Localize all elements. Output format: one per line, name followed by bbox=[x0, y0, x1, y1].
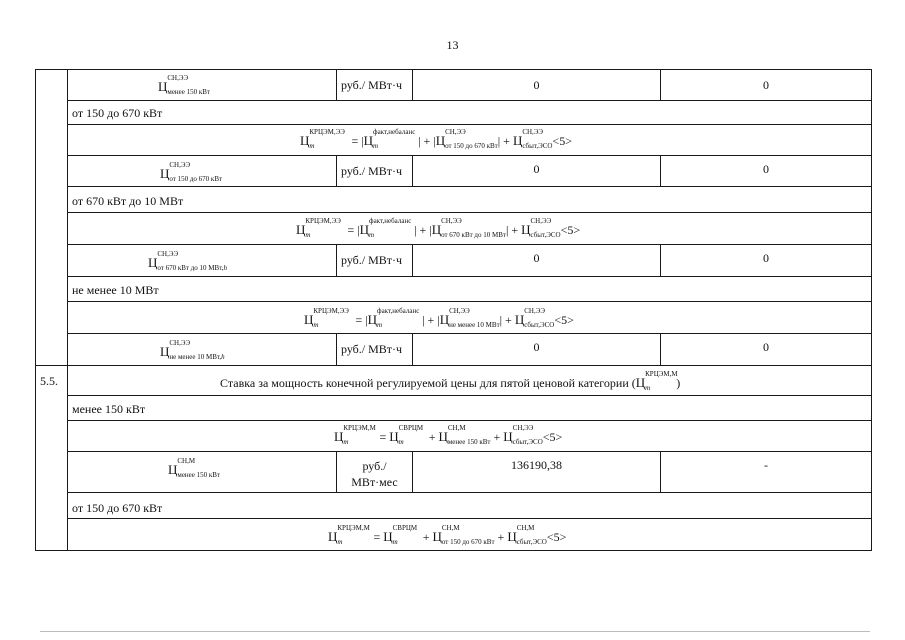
price-symbol-less150: Ц СН,ЭЭ $_{менее 150 кВт}$ bbox=[158, 74, 211, 96]
unit-cell-line1: руб./ bbox=[362, 459, 387, 473]
value-cell: 0 bbox=[533, 340, 540, 354]
section-title: Ставка за мощность конечной регулируемой цены для пятой ценовой категории (Ц КРЦЭМ,М $_m$ ) bbox=[220, 370, 681, 392]
price-symbol-150-670: Ц СН,ЭЭ $_{от 150 до 670 кВт}$ bbox=[160, 161, 223, 183]
page-number: 13 bbox=[446, 38, 459, 52]
value-cell: 0 bbox=[763, 78, 769, 92]
value-cell: 0 bbox=[763, 162, 769, 176]
price-symbol-m-less150: Ц СН,М $_{менее 150 кВт}$ bbox=[168, 457, 221, 479]
value-cell: 0 bbox=[763, 251, 769, 265]
value-cell: 0 bbox=[533, 162, 540, 176]
unit-cell: руб./ МВт·ч bbox=[341, 342, 403, 356]
formula-krtsem-m-less150: Ц КРЦЭМ,М $_m$ = Ц СВРЦМ $_m$ + Ц СН,М $_{менее 150 кВт}$ + Ц СН,ЭЭ $_{сбыт,ЭСО}$<5> bbox=[334, 424, 563, 446]
value-cell: 0 bbox=[533, 251, 540, 265]
value-cell: 0 bbox=[533, 78, 540, 92]
group-label: не менее 10 МВт bbox=[72, 283, 159, 297]
value-cell: - bbox=[764, 458, 768, 472]
group-label: менее 150 кВт bbox=[72, 402, 146, 416]
value-cell: 0 bbox=[763, 340, 769, 354]
group-label: от 150 до 670 кВт bbox=[72, 501, 163, 515]
formula-krtsem-ee-notless10: Ц КРЦЭМ,ЭЭ $_m$ = |Ц факт,небаланс $_m$ | + |Ц СН,ЭЭ $_{не менее 10 МВт}$| + Ц СН,ЭЭ $_{сбыт,ЭСО}$<5> bbox=[304, 307, 574, 329]
group-label: от 670 кВт до 10 МВт bbox=[72, 194, 184, 208]
formula-krtsem-ee-670-10: Ц КРЦЭМ,ЭЭ $_m$ = |Ц факт,небаланс $_m$ | + |Ц СН,ЭЭ $_{от 670 кВт до 10 МВт}$| + Ц СН,ЭЭ $_{сбыт,ЭСО}$<5> bbox=[296, 217, 581, 239]
group-label: от 150 до 670 кВт bbox=[72, 106, 163, 120]
unit-cell: руб./ МВт·ч bbox=[341, 164, 403, 178]
value-cell: 136190,38 bbox=[511, 458, 562, 472]
price-symbol-670-10: Ц СН,ЭЭ $_{от 670 кВт до 10 МВт,h}$ bbox=[148, 250, 227, 272]
section-number: 5.5. bbox=[40, 374, 58, 388]
formula-krtsem-ee-150-670: Ц КРЦЭМ,ЭЭ $_m$ = |Ц факт,небаланс $_m$ | + |Ц СН,ЭЭ $_{от 150 до 670 кВт}$| + Ц СН,ЭЭ $_{сбыт,ЭСО}$<5> bbox=[300, 128, 572, 150]
unit-cell-line2: МВт·мес bbox=[351, 475, 398, 489]
scan-edge-line bbox=[40, 631, 870, 632]
unit-cell: руб./ МВт·ч bbox=[341, 253, 403, 267]
unit-cell: руб./ МВт·ч bbox=[341, 78, 403, 92]
formula-krtsem-m-150-670: Ц КРЦЭМ,М $_m$ = Ц СВРЦМ $_m$ + Ц СН,М $_{от 150 до 670 кВт}$ + Ц СН,М $_{сбыт,ЭСО}$<5> bbox=[328, 524, 567, 546]
price-symbol-notless10: Ц СН,ЭЭ $_{не менее 10 МВт,h}$ bbox=[160, 339, 225, 361]
